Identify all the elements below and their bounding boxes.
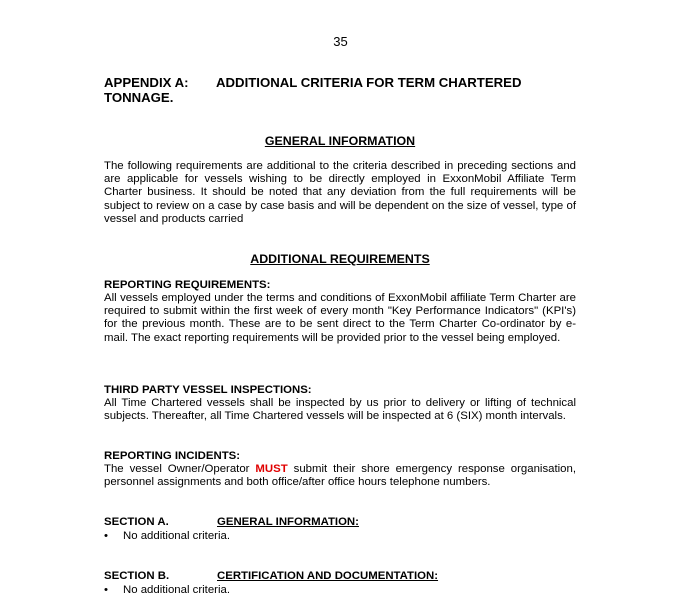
section-b-label: SECTION B. xyxy=(104,570,170,582)
reporting-requirements-body: All vessels employed under the terms and conditions of ExxonMobil affiliate Term Charter are required to submit within the first week of every month "Key Performance Indicators" (KPI's) for the previous month. These are to be sent direct to the Term Charter Co-ordinator by e-mail. The exact reporting requirements will be provided prior to the vessel being employed. xyxy=(104,292,576,344)
additional-requirements-heading: ADDITIONAL REQUIREMENTS xyxy=(250,252,430,266)
appendix-title-line2: TONNAGE. xyxy=(104,90,174,105)
must-emphasis: MUST xyxy=(255,463,288,475)
section-a-bullet xyxy=(104,530,230,543)
section-a-label: SECTION A. xyxy=(104,516,169,528)
page-number: 35 xyxy=(333,34,348,49)
section-a-bullet-text: No additional criteria. xyxy=(123,530,230,542)
appendix-label: APPENDIX A: xyxy=(104,75,189,90)
reporting-incidents-body xyxy=(104,463,576,489)
reporting-incidents-heading: REPORTING INCIDENTS: xyxy=(104,450,241,462)
section-b-bullet xyxy=(104,584,230,597)
incidents-text-after: submit their shore emergency response organisation, personnel assignments and both office/after office hours telephone numbers. xyxy=(104,463,576,489)
third-party-heading: THIRD PARTY VESSEL INSPECTIONS: xyxy=(104,384,312,396)
appendix-title-line1: ADDITIONAL CRITERIA FOR TERM CHARTERED xyxy=(216,75,522,90)
bullet-icon: • xyxy=(104,584,108,596)
appendix-title xyxy=(104,75,584,105)
general-information-body: The following requirements are additional to the criteria described in preceding sections and are applicable for vessels wishing to be directly employed in ExxonMobil Affiliate Term Charter business. It should be noted that any deviation from the full requirements will be subject to review on a case by case basis and will be dependent on the size of vessel, type of vessel and products carried xyxy=(104,160,576,225)
section-a-title: GENERAL INFORMATION: xyxy=(217,516,359,528)
section-b-heading xyxy=(104,570,438,583)
bullet-icon: • xyxy=(104,530,108,542)
section-a-heading xyxy=(104,516,359,529)
third-party-body: All Time Chartered vessels shall be inspected by us prior to delivery or lifting of technical subjects. Thereafter, all Time Chartered vessels will be inspected at 6 (SIX) month intervals. xyxy=(104,397,576,423)
incidents-text-before: The vessel Owner/Operator xyxy=(104,463,256,475)
reporting-requirements-heading: REPORTING REQUIREMENTS: xyxy=(104,279,271,291)
section-b-title: CERTIFICATION AND DOCUMENTATION: xyxy=(217,570,439,582)
general-information-heading: GENERAL INFORMATION xyxy=(264,134,416,148)
section-b-bullet-text: No additional criteria. xyxy=(123,584,230,596)
